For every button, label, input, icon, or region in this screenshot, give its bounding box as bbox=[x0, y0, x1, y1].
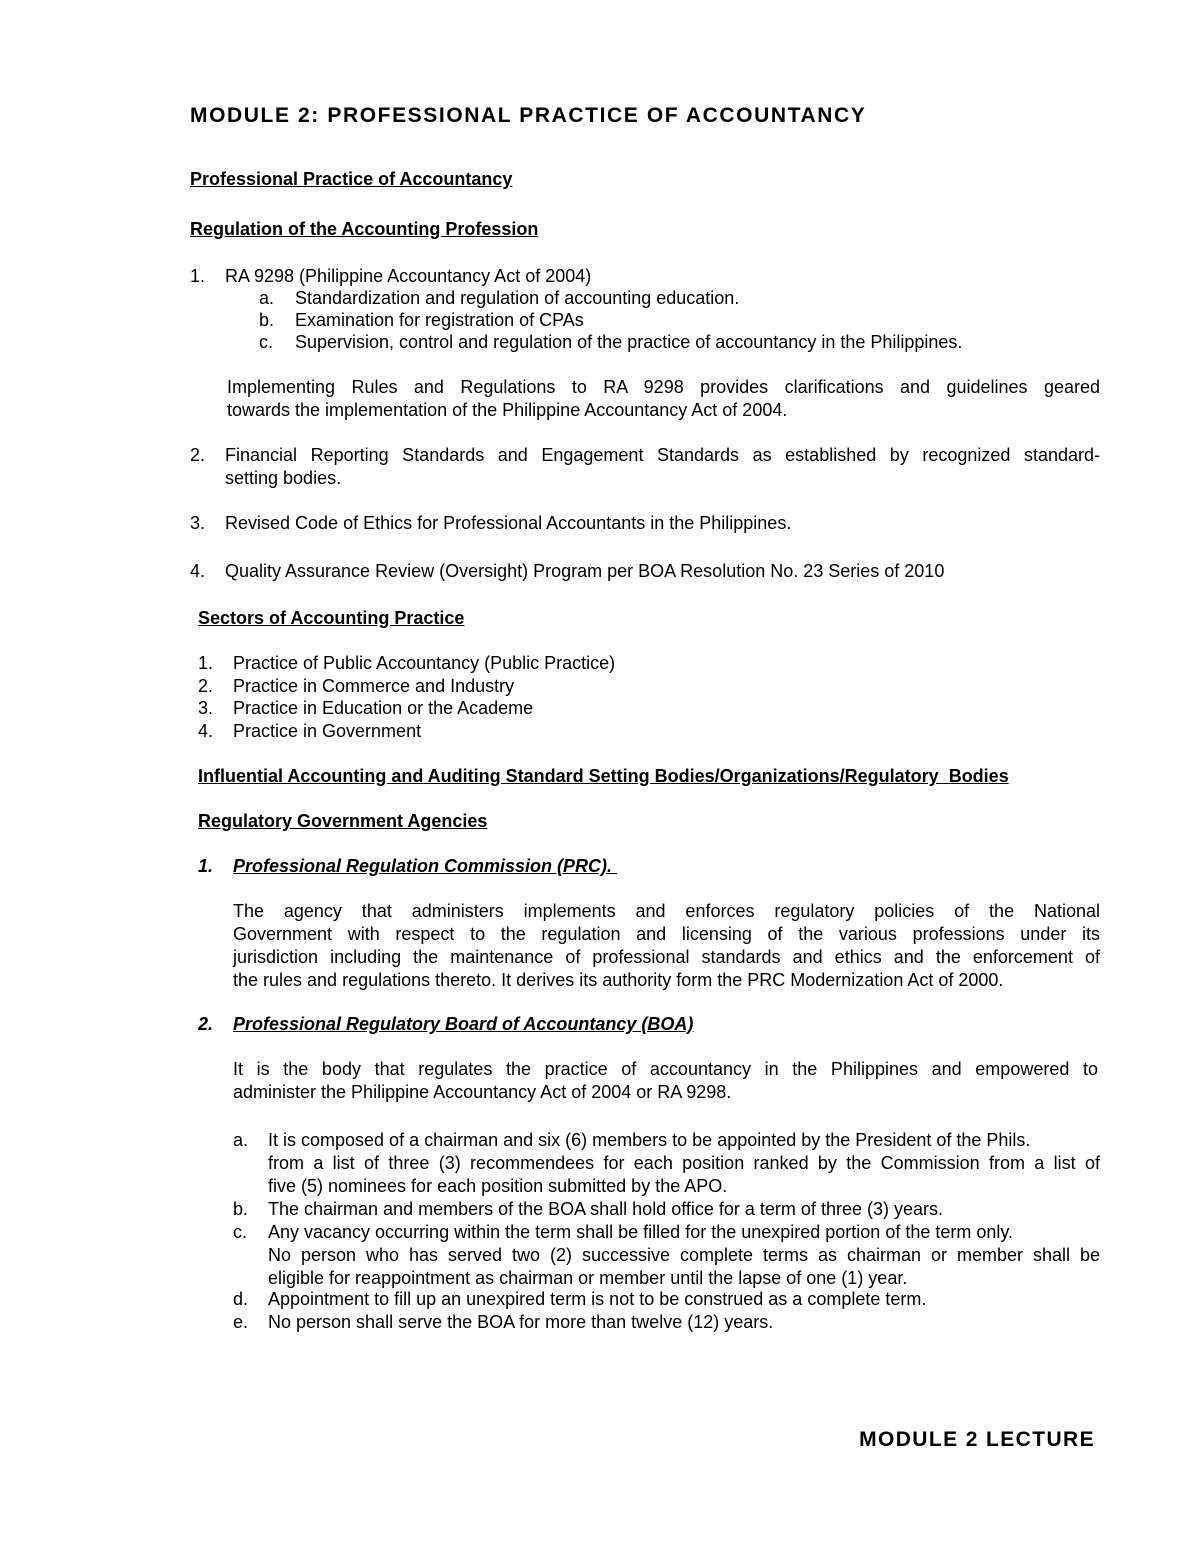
list-number: 4. bbox=[198, 721, 214, 741]
list-letter: d. bbox=[233, 1289, 249, 1309]
list-number: 2. bbox=[198, 676, 214, 696]
list-letter: c. bbox=[233, 1222, 248, 1242]
page-title: MODULE 2: PROFESSIONAL PRACTICE OF ACCOUNTANCY bbox=[190, 104, 867, 127]
section-heading-influential-bodies: Influential Accounting and Auditing Standard Setting Bodies/Organizations/Regulatory Bodies bbox=[198, 766, 1009, 786]
paragraph-line: five (5) nominees for each position submitted by the APO. bbox=[268, 1176, 728, 1196]
section-heading-sectors: Sectors of Accounting Practice bbox=[198, 608, 465, 628]
list-item bbox=[268, 1129, 1100, 1198]
paragraph-line: The chairman and members of the BOA shall hold office for a term of three (3) years. bbox=[268, 1199, 943, 1219]
list-item-text: Practice in Education or the Academe bbox=[233, 698, 534, 718]
list-item-text: Revised Code of Ethics for Professional Accountants in the Philippines. bbox=[225, 513, 792, 533]
paragraph-line: setting bodies. bbox=[225, 468, 342, 488]
agency-title: Professional Regulation Commission (PRC). bbox=[233, 856, 618, 876]
list-item-text: Standardization and regulation of accounting education. bbox=[295, 288, 740, 308]
paragraph-line: No person who has served two (2) successive complete terms as chairman or member shall be bbox=[268, 1245, 1100, 1265]
list-item-text: Supervision, control and regulation of the practice of accountancy in the Philippines. bbox=[295, 332, 963, 352]
paragraph-line: It is composed of a chairman and six (6) members to be appointed by the President of the Phils. bbox=[268, 1130, 1031, 1150]
list-letter: a. bbox=[259, 288, 275, 308]
list-letter: b. bbox=[233, 1199, 249, 1219]
paragraph-line: from a list of three (3) recommendees for each position ranked by the Commission from a list of bbox=[268, 1153, 1100, 1173]
page-footer: MODULE 2 LECTURE bbox=[859, 1428, 1095, 1451]
paragraph-line: Appointment to fill up an unexpired term is not to be construed as a complete term. bbox=[268, 1289, 927, 1309]
list-letter: b. bbox=[259, 310, 275, 330]
list-number: 4. bbox=[190, 561, 206, 581]
list-number: 1. bbox=[198, 856, 214, 876]
irr-paragraph bbox=[227, 376, 1100, 422]
paragraph-line: eligible for reappointment as chairman or member until the lapse of one (1) year. bbox=[268, 1268, 908, 1288]
paragraph-line: administer the Philippine Accountancy Act of 2004 or RA 9298. bbox=[233, 1082, 732, 1102]
agency-description bbox=[233, 1058, 1098, 1104]
list-item-text: Practice in Government bbox=[233, 721, 422, 741]
list-number: 1. bbox=[190, 266, 206, 286]
paragraph-line: It is the body that regulates the practice of accountancy in the Philippines and empowered to bbox=[233, 1059, 1098, 1079]
list-number: 1. bbox=[198, 653, 214, 673]
list-item bbox=[268, 1311, 1100, 1334]
list-item bbox=[268, 1221, 1100, 1290]
paragraph-line: Financial Reporting Standards and Engagement Standards as established by recognized standard- bbox=[225, 445, 1100, 465]
list-item-text: RA 9298 (Philippine Accountancy Act of 2004) bbox=[225, 266, 592, 286]
list-number: 3. bbox=[198, 698, 214, 718]
paragraph-line: Government with respect to the regulation and licensing of the various professions under its bbox=[233, 924, 1100, 944]
list-number: 2. bbox=[198, 1014, 214, 1034]
paragraph-line: the rules and regulations thereto. It derives its authority form the PRC Modernization Act of 2000. bbox=[233, 970, 1004, 990]
list-letter: c. bbox=[259, 332, 274, 352]
list-item-text: Practice in Commerce and Industry bbox=[233, 676, 515, 696]
paragraph-line: towards the implementation of the Philippine Accountancy Act of 2004. bbox=[227, 400, 788, 420]
list-number: 2. bbox=[190, 445, 206, 465]
list-item-text: Practice of Public Accountancy (Public Practice) bbox=[233, 653, 616, 673]
paragraph-line: Implementing Rules and Regulations to RA 9298 provides clarifications and guidelines geared bbox=[227, 377, 1100, 397]
list-item bbox=[268, 1288, 1100, 1311]
agency-title: Professional Regulatory Board of Accountancy (BOA) bbox=[233, 1014, 694, 1034]
list-item-text: Quality Assurance Review (Oversight) Program per BOA Resolution No. 23 Series of 2010 bbox=[225, 561, 945, 581]
list-letter: a. bbox=[233, 1130, 249, 1150]
list-letter: e. bbox=[233, 1312, 249, 1332]
paragraph-line: The agency that administers implements and enforces regulatory policies of the National bbox=[233, 901, 1100, 921]
paragraph-line: Any vacancy occurring within the term shall be filled for the unexpired portion of the term only. bbox=[268, 1222, 1014, 1242]
list-number: 3. bbox=[190, 513, 206, 533]
section-heading-regulatory-agencies: Regulatory Government Agencies bbox=[198, 811, 488, 831]
section-heading-professional-practice: Professional Practice of Accountancy bbox=[190, 169, 513, 189]
list-item-text: Examination for registration of CPAs bbox=[295, 310, 584, 330]
paragraph-line: jurisdiction including the maintenance of professional standards and ethics and the enforcement of bbox=[233, 947, 1100, 967]
agency-description bbox=[233, 900, 1100, 992]
paragraph-line: No person shall serve the BOA for more than twelve (12) years. bbox=[268, 1312, 774, 1332]
section-heading-regulation: Regulation of the Accounting Profession bbox=[190, 219, 539, 239]
list-item bbox=[268, 1198, 1100, 1221]
